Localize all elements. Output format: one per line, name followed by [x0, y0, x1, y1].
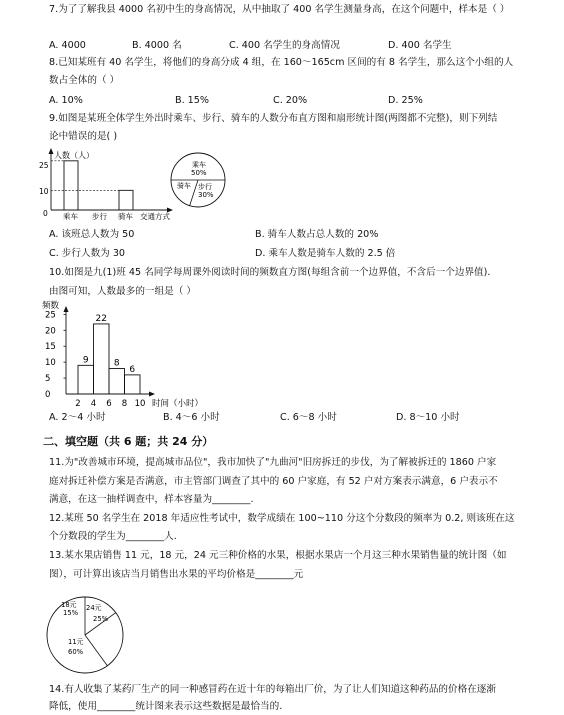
q10-hist-ytick-10: 10: [45, 358, 56, 369]
q10-hist-xtick-4: 4: [90, 399, 97, 409]
q10-hist-bar-0: [78, 365, 94, 394]
q8-option-b: B. 15%: [175, 95, 210, 106]
q7-option-a: A. 4000: [49, 40, 86, 51]
q13-line1: 13.某水果店销售 11 元，18 元，24 元三种价格的水果，根据水果店一个月这三种水果销售量的统计图（如: [49, 550, 507, 561]
q10-hist-bar-1: [94, 324, 110, 394]
q10-hist-xlabel: 时间（小时）: [152, 399, 204, 409]
section-title: 二、填空题（共 6 题；共 24 分）: [43, 435, 214, 448]
q10-stem-line1: 10.如图是九(1)班 45 名同学每周课外阅读时间的频数直方图(每组含前一个边界值，不含后一个边界值)．: [49, 267, 497, 278]
q10-hist-ytick-0: 0: [45, 390, 51, 400]
q8-stem-line2: 数占全体的（ ）: [49, 75, 120, 86]
q10-hist-ytick-25: 25: [45, 310, 56, 321]
q14-line1: 14.有人收集了某药厂生产的同一种感冒药在近十年的每箱出厂价，为了让人们知道这种药品的价格在逐渐: [49, 684, 496, 695]
q9-pie-percent-car: 50%: [191, 169, 207, 177]
q13-line2: 图），可计算出该店当月销售出水果的平均价格是________元: [49, 569, 304, 580]
q9-bar-chart: [36, 145, 186, 225]
q11-line2: 庭对拆迁补偿方案是否满意，市主管部门调查了其中的 60 户家庭，有 52 户对方案表示满意，6 户表示不: [49, 476, 498, 487]
q10-hist-xarrow: [149, 392, 155, 397]
q9-stem-line1: 9.如图是某班全体学生外出时乘车、步行、骑车的人数分布直方图和扇形统计图(两图都不完整)，则下列结: [49, 113, 498, 124]
q12-line1: 12.某班 50 名学生在 2018 年适应性考试中，数学成绩在 100~110 分这个分数段的频率为 0.2, 则该班在这: [49, 513, 515, 524]
q10-hist-xtick-8: 8: [121, 399, 128, 409]
q9-pie-label-walk: 步行: [198, 183, 212, 191]
q7-option-d: D. 400 名学生: [388, 40, 452, 51]
q10-hist-value-1: 22: [95, 313, 107, 324]
q13-pie-label-11: 11元: [68, 638, 84, 646]
q10-hist-xtick-2: 2: [75, 399, 81, 409]
q9-bar-ytick-25: 25: [39, 161, 49, 170]
q7-option-c: C. 400 名学生的身高情况: [229, 40, 340, 51]
q10-hist-xtick-6: 6: [106, 399, 112, 409]
q13-pie-percent-24: 25%: [93, 615, 109, 623]
q10-option-c: C. 6～8 小时: [280, 412, 337, 423]
q12-line2: 个分数段的学生为________人.: [49, 531, 177, 542]
q10-hist-bar-2: [109, 369, 125, 394]
q10-option-a: A. 2～4 小时: [49, 412, 106, 423]
q11-line1: 11.为"改善城市环境，提高城市品位"，我市加快了"九曲河"旧房拆迁的步伐，为了解被拆迁的 1860 户家: [49, 457, 497, 468]
q9-bar-xtick-0: 乘车: [63, 212, 78, 221]
q14-line2: 降低，使用________统计图来表示这些数据是最恰当的.: [49, 701, 283, 712]
q10-hist-bar-3: [125, 375, 141, 394]
q10-stem-line2: 由图可知，人数最多的一组是（ ）: [49, 286, 196, 297]
q9-pie-label-bike: 骑车: [177, 182, 191, 190]
q10-hist-value-0: 9: [82, 355, 89, 366]
q13-pie-percent-18: 15%: [63, 609, 79, 617]
q9-bar-ytick-10: 10: [39, 187, 49, 196]
q13-pie-chart: [44, 594, 126, 676]
q9-bar-2: [119, 190, 133, 210]
q10-hist-ytick-5: 5: [45, 374, 51, 385]
q9-option-a: A. 该班总人数为 50: [49, 229, 135, 240]
q9-bar-yarrow: [49, 148, 54, 154]
q9-bar-ytick-0: 0: [43, 209, 48, 218]
q13-pie-label-24: 24元: [86, 604, 102, 612]
q9-bar-xlabel: 交通方式: [140, 212, 170, 221]
q9-bar-ylabel: 人数（人）: [54, 151, 94, 160]
q9-pie-label-car: 乘车: [192, 161, 206, 169]
q9-bar-0: [64, 161, 78, 210]
q13-pie-label-18: 18元: [61, 601, 77, 609]
q9-option-b: B. 骑车人数占总人数的 20%: [255, 229, 379, 240]
q10-hist-value-2: 8: [113, 358, 120, 369]
q10-histogram: [40, 298, 220, 410]
q10-hist-value-3: 6: [129, 364, 136, 375]
q9-option-c: C. 步行人数为 30: [49, 248, 126, 259]
q10-option-b: B. 4～6 小时: [163, 412, 220, 423]
q10-hist-ylabel: 频数: [42, 301, 60, 311]
q8-option-a: A. 10%: [49, 95, 83, 106]
q9-pie-percent-walk: 30%: [198, 191, 214, 199]
q10-hist-xtick-10: 10: [134, 399, 146, 409]
q9-option-d: D. 乘车人数是骑车人数的 2.5 倍: [255, 248, 396, 259]
q7-option-b: B. 4000 名: [132, 40, 182, 51]
q10-hist-yarrow: [64, 306, 69, 312]
q7-stem: 7.为了了解我县 4000 名初中生的身高情况，从中抽取了 400 名学生测量身高，在这个问题中，样本是（ ）: [49, 4, 510, 15]
q8-option-d: D. 25%: [388, 95, 423, 106]
q13-pie-percent-11: 60%: [68, 648, 84, 656]
q9-bar-xtick-1: 步行: [92, 212, 107, 221]
q9-pie-chart: [168, 150, 228, 210]
q8-option-c: C. 20%: [273, 95, 308, 106]
q8-stem-line1: 8.已知某班有 40 名学生，将他们的身高分成 4 组，在 160～165cm 区间的有 8 名学生，那么这个小组的人: [49, 57, 514, 68]
q9-stem-line2: 论中错误的是( ): [49, 131, 118, 142]
q11-line3: 满意，在这一抽样调查中，样本容量为________.: [49, 494, 254, 505]
q10-option-d: D. 8～10 小时: [396, 412, 460, 423]
q10-hist-ytick-15: 15: [45, 342, 56, 353]
q10-hist-ytick-20: 20: [45, 326, 56, 337]
q9-bar-xtick-2: 骑车: [118, 212, 133, 221]
